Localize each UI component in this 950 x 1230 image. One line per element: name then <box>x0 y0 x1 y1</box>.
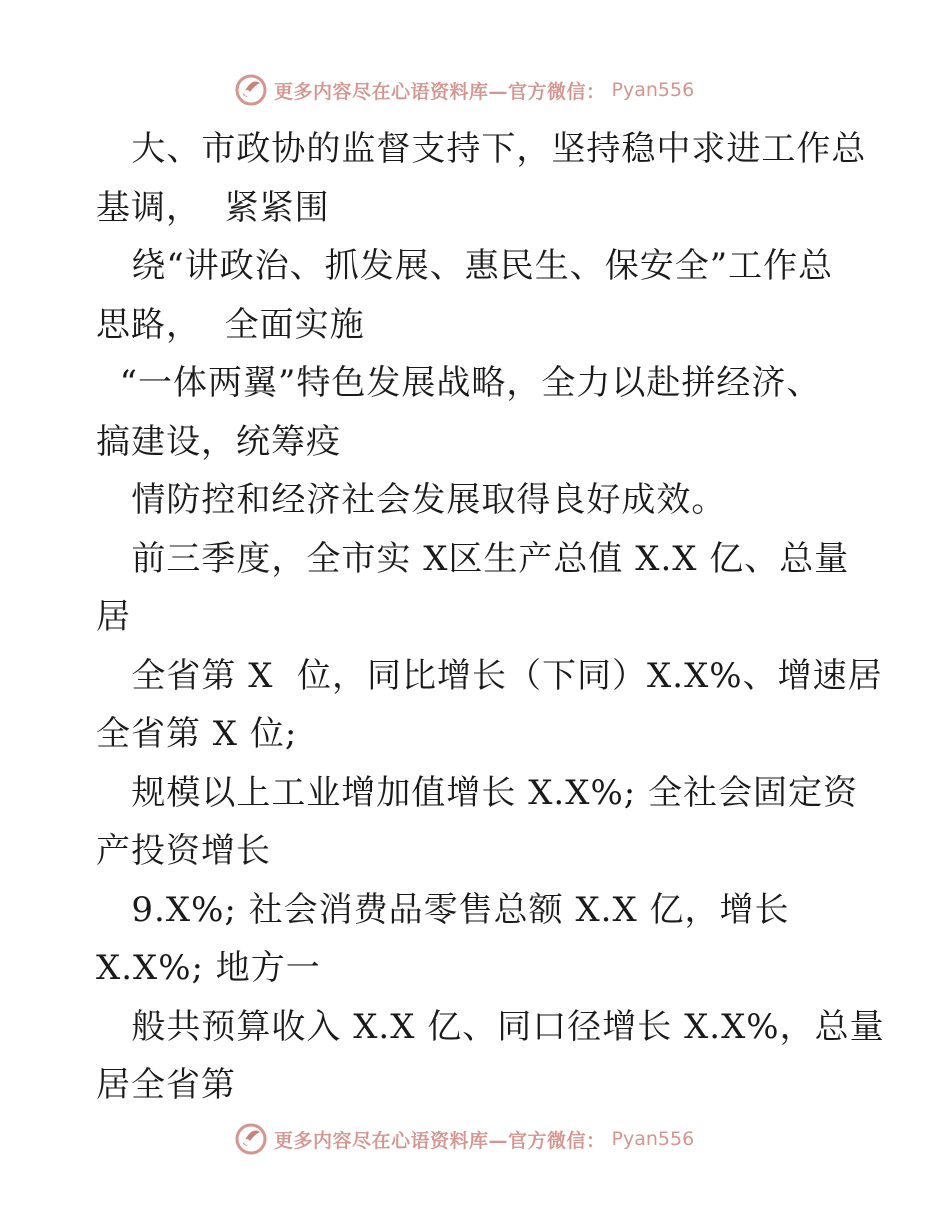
text-line: “一体两翼”特色发展战略，全力以赴拼经济、 <box>96 363 822 403</box>
logo-icon <box>234 73 268 107</box>
text-line: 9.X%; 社会消费品零售总额 X.X 亿，增长 <box>96 889 790 930</box>
body-text <box>96 120 885 1115</box>
header-banner-text: 更多内容尽在心语资料库—官方微信： <box>274 80 606 103</box>
header-banner-wechat-id: Pyan556 <box>611 79 695 101</box>
text-line: 规模以上工业增加值增长 X.X%; 全社会固定资 <box>96 772 859 813</box>
text-line: 基调， 紧紧围 <box>96 187 330 228</box>
text-line: 般共预算收入 X.X 亿、同口径增长 X.X%，总量 <box>96 1006 885 1047</box>
header-banner <box>234 72 694 108</box>
text-line: 搞建设，统筹疫 <box>96 421 341 462</box>
footer-banner-text: 更多内容尽在心语资料库—官方微信： <box>274 1129 606 1152</box>
text-line: 居全省第 <box>96 1065 236 1105</box>
text-line: 大、市政协的监督支持下，坚持稳中求进工作总 <box>96 129 867 169</box>
text-line: 思路， 全面实施 <box>96 304 365 345</box>
text-line: 全省第 X 位，同比增长（下同）X.X%、增速居 <box>96 655 883 696</box>
text-line: 绕“讲政治、抓发展、惠民生、保安全”工作总 <box>96 246 834 286</box>
footer-banner <box>234 1121 694 1157</box>
logo-icon <box>234 1122 268 1156</box>
text-line: 居 <box>96 597 131 637</box>
text-line: X.X%; 地方一 <box>96 948 321 988</box>
text-line: 全省第 X 位; <box>96 714 298 754</box>
text-line: 产投资增长 <box>96 831 271 871</box>
text-line: 前三季度，全市实 X区生产总值 X.X 亿、总量 <box>96 538 850 579</box>
text-line: 情防控和经济社会发展取得良好成效。 <box>96 480 727 520</box>
footer-banner-wechat-id: Pyan556 <box>611 1128 695 1150</box>
